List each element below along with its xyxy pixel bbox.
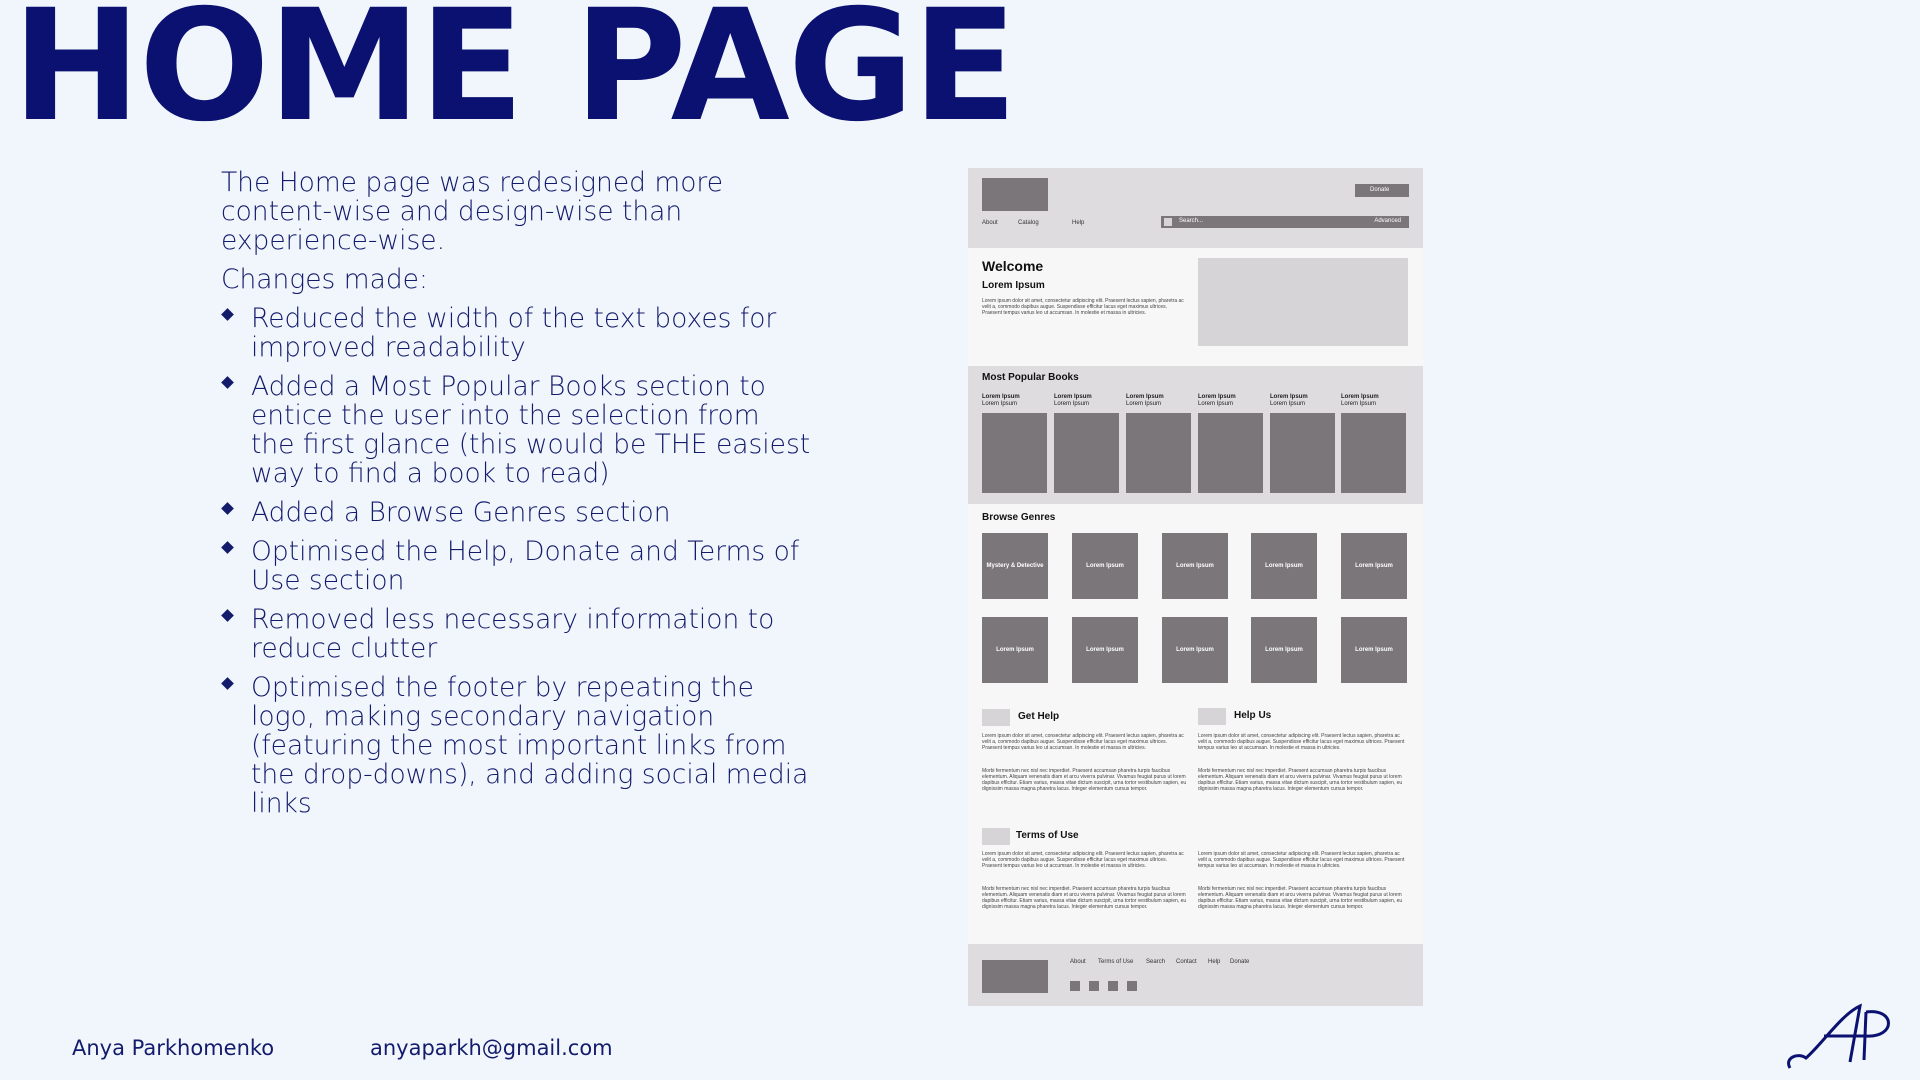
wireframe-book-label: Lorem Ipsum Lorem Ipsum <box>1054 394 1092 407</box>
author-name: Anya Parkhomenko <box>72 1036 275 1060</box>
diamond-bullet-icon <box>221 502 234 515</box>
wireframe-social-icon[interactable] <box>1108 981 1118 991</box>
wireframe-terms-heading[interactable]: Terms of Use <box>1016 830 1079 841</box>
wireframe-terms-icon-placeholder <box>982 828 1010 845</box>
wireframe-terms-text: Morbi fermentum nec nisl nec imperdiet. Praesent accumsan pharetra turpis faucibus elementum. Aliquam venenatis diam et arcu viverra pulvinar. Vivamus feugiat purus ut lorem dapibus efficitur. Etiam varius, massa vitae dictum suscipit, urna tortor vestibulum sapien, eu dignissim massa magna pharetra lacus. Integer elementum cursus tempor. <box>1198 886 1403 910</box>
wireframe-helpus-icon-placeholder <box>1198 708 1226 725</box>
wireframe-genre-tile[interactable]: Lorem Ipsum <box>1341 533 1407 599</box>
wireframe-book-label: Lorem Ipsum Lorem Ipsum <box>1270 394 1308 407</box>
wireframe-welcome-subheading: Lorem Ipsum <box>982 280 1045 291</box>
wireframe-genre-tile[interactable]: Lorem Ipsum <box>1162 617 1228 683</box>
wireframe-genre-tile[interactable]: Lorem Ipsum <box>1341 617 1407 683</box>
wireframe-popular-heading: Most Popular Books <box>982 372 1079 383</box>
wireframe-search-bar[interactable]: Search... Advanced <box>1161 216 1409 228</box>
wireframe-donate-button[interactable]: Donate <box>1355 184 1409 197</box>
wireframe-footer-logo <box>982 960 1048 993</box>
wireframe-book-cover[interactable] <box>1126 413 1191 493</box>
wireframe-social-icon[interactable] <box>1127 981 1137 991</box>
wireframe-social-icon[interactable] <box>1070 981 1080 991</box>
wireframe-genre-tile[interactable]: Lorem Ipsum <box>1072 533 1138 599</box>
wireframe-helpus-text: Lorem ipsum dolor sit amet, consectetur adipiscing elit. Praesent lectus sapien, pharetra ac velit a, commodo dapibus augue. Suspendisse efficitur lacus eget maximus ultrices. Praesent tempus varius leo ut accumsan. In molestie et massa in ultricies. <box>1198 733 1405 751</box>
diamond-bullet-icon <box>221 376 234 389</box>
wireframe-help-text: Lorem ipsum dolor sit amet, consectetur adipiscing elit. Praesent lectus sapien, pharetra ac velit a, commodo dapibus augue. Suspendisse efficitur lacus eget maximus ultrices. Praesent tempus varius leo ut accumsan. In molestie et massa in ultricies. <box>982 733 1184 751</box>
wireframe-help-icon-placeholder <box>982 709 1010 726</box>
wireframe-book-cover[interactable] <box>1270 413 1335 493</box>
wireframe-book-label: Lorem Ipsum Lorem Ipsum <box>1341 394 1379 407</box>
list-item: Optimised the Help, Donate and Terms of Use section <box>221 537 811 595</box>
wireframe-genre-tile[interactable]: Lorem Ipsum <box>1251 617 1317 683</box>
wireframe-footer-link[interactable]: Contact <box>1176 959 1197 965</box>
wireframe-hero-image <box>1198 258 1408 346</box>
wireframe-book-label: Lorem Ipsum Lorem Ipsum <box>1198 394 1236 407</box>
page-title: HOME PAGE <box>12 0 1016 156</box>
wireframe-social-icon[interactable] <box>1089 981 1099 991</box>
wireframe-terms-text: Morbi fermentum nec nisl nec imperdiet. Praesent accumsan pharetra turpis faucibus elementum. Aliquam venenatis diam et arcu viverra pulvinar. Vivamus feugiat purus ut lorem dapibus efficitur. Etiam varius, massa vitae dictum suscipit, urna tortor vestibulum sapien, eu dignissim massa magna pharetra lacus. Integer elementum cursus tempor. <box>982 886 1187 910</box>
diamond-bullet-icon <box>221 609 234 622</box>
intro-text: The Home page was redesigned more content-wise and design-wise than experience-wise. <box>221 167 724 256</box>
diamond-bullet-icon <box>221 677 234 690</box>
wireframe-search-checkbox <box>1164 218 1172 226</box>
wireframe-helpus-text: Morbi fermentum nec nisl nec imperdiet. Praesent accumsan pharetra turpis faucibus elementum. Aliquam venenatis diam et arcu viverra pulvinar. Vivamus feugiat purus ut lorem dapibus efficitur. Etiam varius, massa vitae dictum suscipit, urna tortor vestibulum sapien, eu dignissim massa magna pharetra lacus. Integer elementum cursus tempor. <box>1198 768 1403 792</box>
wireframe-book-label: Lorem Ipsum Lorem Ipsum <box>982 394 1020 407</box>
wireframe-nav-help[interactable]: Help <box>1072 220 1085 226</box>
list-item: Added a Most Popular Books section to entice the user into the selection from the first glance (this would be THE easiest way to find a book to read) <box>221 372 811 488</box>
wireframe-genre-tile[interactable]: Lorem Ipsum <box>982 617 1048 683</box>
wireframe-footer-link[interactable]: Help <box>1208 959 1221 965</box>
author-email[interactable]: anyaparkh@gmail.com <box>370 1036 613 1060</box>
list-item: Optimised the footer by repeating the logo, making secondary navigation (featuring the most important links from the drop-downs), and adding social media links <box>221 673 811 818</box>
wireframe-book-label: Lorem Ipsum Lorem Ipsum <box>1126 394 1164 407</box>
wireframe-genres-heading: Browse Genres <box>982 512 1056 523</box>
wireframe-book-cover[interactable] <box>1341 413 1406 493</box>
home-wireframe <box>968 168 1423 1006</box>
wireframe-nav-catalog[interactable]: Catalog <box>1018 220 1039 226</box>
wireframe-help-us-heading[interactable]: Help Us <box>1234 710 1272 721</box>
wireframe-book-cover[interactable] <box>1054 413 1119 493</box>
wireframe-logo-placeholder <box>982 178 1048 211</box>
changes-heading: Changes made: <box>221 264 428 295</box>
wireframe-genre-tile[interactable]: Lorem Ipsum <box>1072 617 1138 683</box>
ap-monogram-logo <box>1784 1000 1900 1076</box>
wireframe-footer-link[interactable]: Terms of Use <box>1098 959 1134 965</box>
wireframe-get-help-heading[interactable]: Get Help <box>1018 711 1060 722</box>
wireframe-terms-text: Lorem ipsum dolor sit amet, consectetur adipiscing elit. Praesent lectus sapien, pharetra ac velit a, commodo dapibus augue. Suspendisse efficitur lacus eget maximus ultrices. Praesent tempus varius leo ut accumsan. In molestie et massa in ultricies. <box>1198 851 1405 869</box>
list-item: Added a Browse Genres section <box>221 498 811 527</box>
wireframe-welcome-text: Lorem ipsum dolor sit amet, consectetur adipiscing elit. Praesent lectus sapien, pharetra ac velit a, commodo dapibus augue. Suspendisse efficitur lacus eget maximus ultrices. Praesent tempus varius leo ut accumsan. In molestie et massa in ultricies. <box>982 298 1184 316</box>
diamond-bullet-icon <box>221 308 234 321</box>
list-item: Reduced the width of the text boxes for improved readability <box>221 304 811 362</box>
changes-list <box>221 304 811 818</box>
wireframe-nav-about[interactable]: About <box>982 220 998 226</box>
wireframe-welcome-heading: Welcome <box>982 258 1044 274</box>
wireframe-terms-text: Lorem ipsum dolor sit amet, consectetur adipiscing elit. Praesent lectus sapien, pharetra ac velit a, commodo dapibus augue. Suspendisse efficitur lacus eget maximus ultrices. Praesent tempus varius leo ut accumsan. In molestie et massa in ultricies. <box>982 851 1184 869</box>
wireframe-footer-link[interactable]: About <box>1070 959 1086 965</box>
list-item: Removed less necessary information to reduce clutter <box>221 605 811 663</box>
description <box>221 168 811 828</box>
wireframe-genre-tile[interactable]: Mystery & Detective <box>982 533 1048 599</box>
wireframe-footer-link[interactable]: Donate <box>1230 959 1250 965</box>
wireframe-footer-link[interactable]: Search <box>1146 959 1166 965</box>
wireframe-book-cover[interactable] <box>1198 413 1263 493</box>
wireframe-genre-tile[interactable]: Lorem Ipsum <box>1162 533 1228 599</box>
wireframe-book-cover[interactable] <box>982 413 1047 493</box>
wireframe-help-text: Morbi fermentum nec nisl nec imperdiet. Praesent accumsan pharetra turpis faucibus elementum. Aliquam venenatis diam et arcu viverra pulvinar. Vivamus feugiat purus ut lorem dapibus efficitur. Etiam varius, massa vitae dictum suscipit, urna tortor vestibulum sapien, eu dignissim massa magna pharetra lacus. Integer elementum cursus tempor. <box>982 768 1187 792</box>
diamond-bullet-icon <box>221 541 234 554</box>
wireframe-genre-tile[interactable]: Lorem Ipsum <box>1251 533 1317 599</box>
